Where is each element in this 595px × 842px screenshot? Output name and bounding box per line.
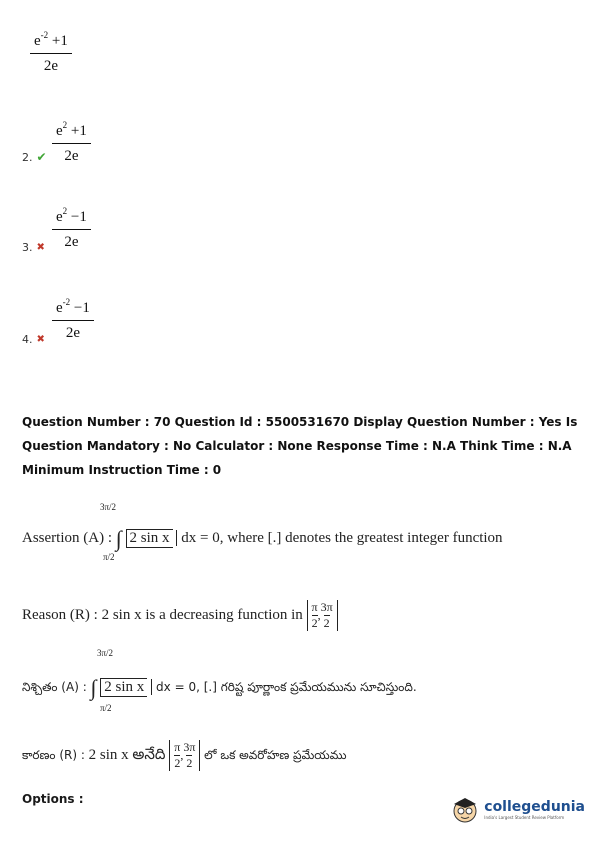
interval: π 2 , 3π 2 bbox=[307, 600, 338, 631]
integral-sign: ∫ bbox=[115, 526, 122, 551]
assertion-te-line: నిశ్చితం (A) : ∫ 2 sin x dx = 0, [.] గరిష్ట పూర్ణాంక ప్రమేయమును సూచిస్తుంది. bbox=[22, 675, 417, 700]
reason-line: Reason (R) : 2 sin x is a decreasing function in π 2 , 3π 2 bbox=[22, 600, 338, 631]
option-2-marker: 2. ✔ bbox=[22, 150, 47, 164]
option-3-marker: 3. ✖ bbox=[22, 241, 45, 254]
question-meta: Question Number : 70 Question Id : 5500531670 Display Question Number : Yes Is Question Mandatory : No Calculator : None Response Time : N.A Think Time : N.A Minimum Instruction Time : 0 bbox=[22, 415, 578, 477]
collegedunia-logo: collegedunia India's Largest Student Review Platform bbox=[450, 794, 585, 824]
assertion-lower-limit: π/2 bbox=[103, 552, 115, 562]
assertion-line: Assertion (A) : ∫ 2 sin x dx = 0, where [.] denotes the greatest integer function bbox=[22, 526, 503, 551]
mascot-icon bbox=[450, 794, 480, 824]
option-3-fraction: $e^2 -1$ 2e bbox=[52, 206, 91, 251]
option-4-fraction: $e^{-2} -1$ 2e bbox=[52, 297, 94, 342]
check-icon: ✔ bbox=[36, 150, 47, 164]
interval-te: π 2 , 3π 2 bbox=[169, 740, 200, 771]
options-label: Options : bbox=[22, 792, 84, 806]
assertion-upper-limit: 3π/2 bbox=[100, 502, 117, 512]
cross-icon: ✖ bbox=[36, 334, 45, 345]
assertion-te-upper-limit: 3π/2 bbox=[97, 648, 114, 658]
option-2-fraction: $e^2 +1$ 2e bbox=[52, 120, 91, 165]
reason-te-line: కారణం (R) : 2 sin x అనేది π 2 , 3π 2 లో ఒక అవరోహణ ప్రమేయము bbox=[22, 740, 347, 770]
option-1-fraction: $e^{-2} +1$ 2e bbox=[30, 30, 72, 75]
assertion-te-lower-limit: π/2 bbox=[100, 703, 112, 713]
integral-sign: ∫ bbox=[90, 675, 97, 700]
option-4-marker: 4. ✖ bbox=[22, 333, 45, 346]
cross-icon: ✖ bbox=[36, 242, 45, 253]
